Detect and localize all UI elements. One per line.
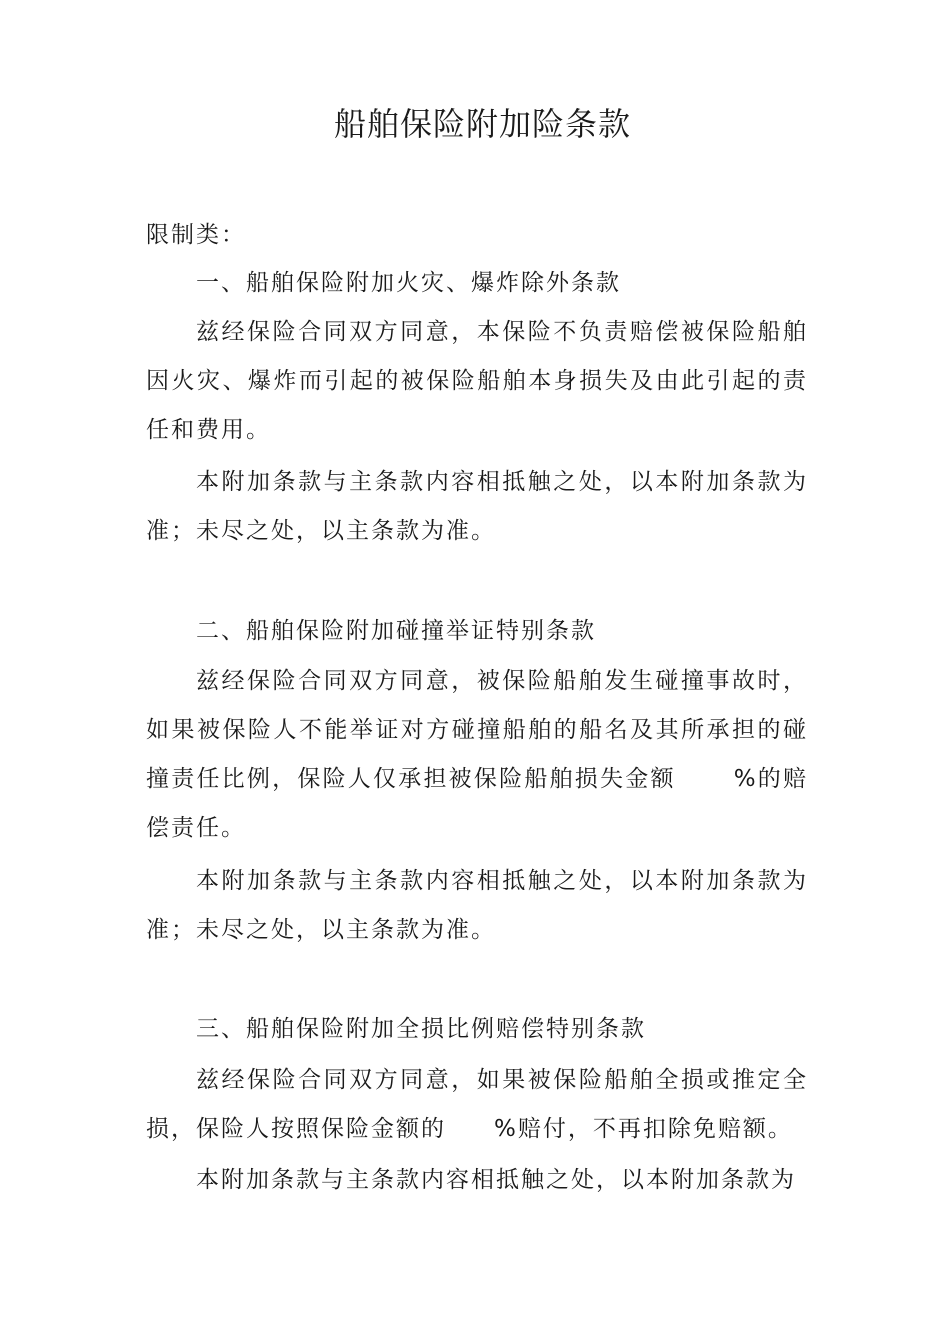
section-2-body-tail: %的赔偿责任。 xyxy=(146,766,809,841)
document-title: 船舶保险附加险条款 xyxy=(333,105,631,143)
section-3-body xyxy=(146,1056,808,1154)
section-1-heading: 一、船舶保险附加火灾、爆炸除外条款 xyxy=(196,270,621,296)
section-3-body-text: 兹经保险合同双方同意，如果被保险船舶全损或推定全损，保险人按照保险金额的 xyxy=(146,1067,808,1142)
section-3-heading: 三、船舶保险附加全损比例赔偿特别条款 xyxy=(196,1016,646,1042)
section-1-body: 兹经保险合同双方同意，本保险不负责赔偿被保险船舶因火灾、爆炸而引起的被保险船舶本身损失及由此引起的责任和费用。 xyxy=(146,319,808,443)
section-3-closing: 本附加条款与主条款内容相抵触之处，以本附加条款为 xyxy=(196,1167,796,1193)
section-2-body xyxy=(146,657,808,853)
section-1-closing: 本附加条款与主条款内容相抵触之处，以本附加条款为准；未尽之处，以主条款为准。 xyxy=(146,469,808,544)
section-2-heading: 二、船舶保险附加碰撞举证特别条款 xyxy=(196,618,596,644)
section-2-body-text: 兹经保险合同双方同意，被保险船舶发生碰撞事故时，如果被保险人不能举证对方碰撞船舶的船名及其所承担的碰撞责任比例，保险人仅承担被保险船舶损失金额 xyxy=(146,668,808,792)
section-2-closing: 本附加条款与主条款内容相抵触之处，以本附加条款为准；未尽之处，以主条款为准。 xyxy=(146,868,808,943)
section-3-body-tail: %赔付，不再扣除免赔额。 xyxy=(494,1116,793,1142)
category-label: 限制类： xyxy=(146,222,246,248)
